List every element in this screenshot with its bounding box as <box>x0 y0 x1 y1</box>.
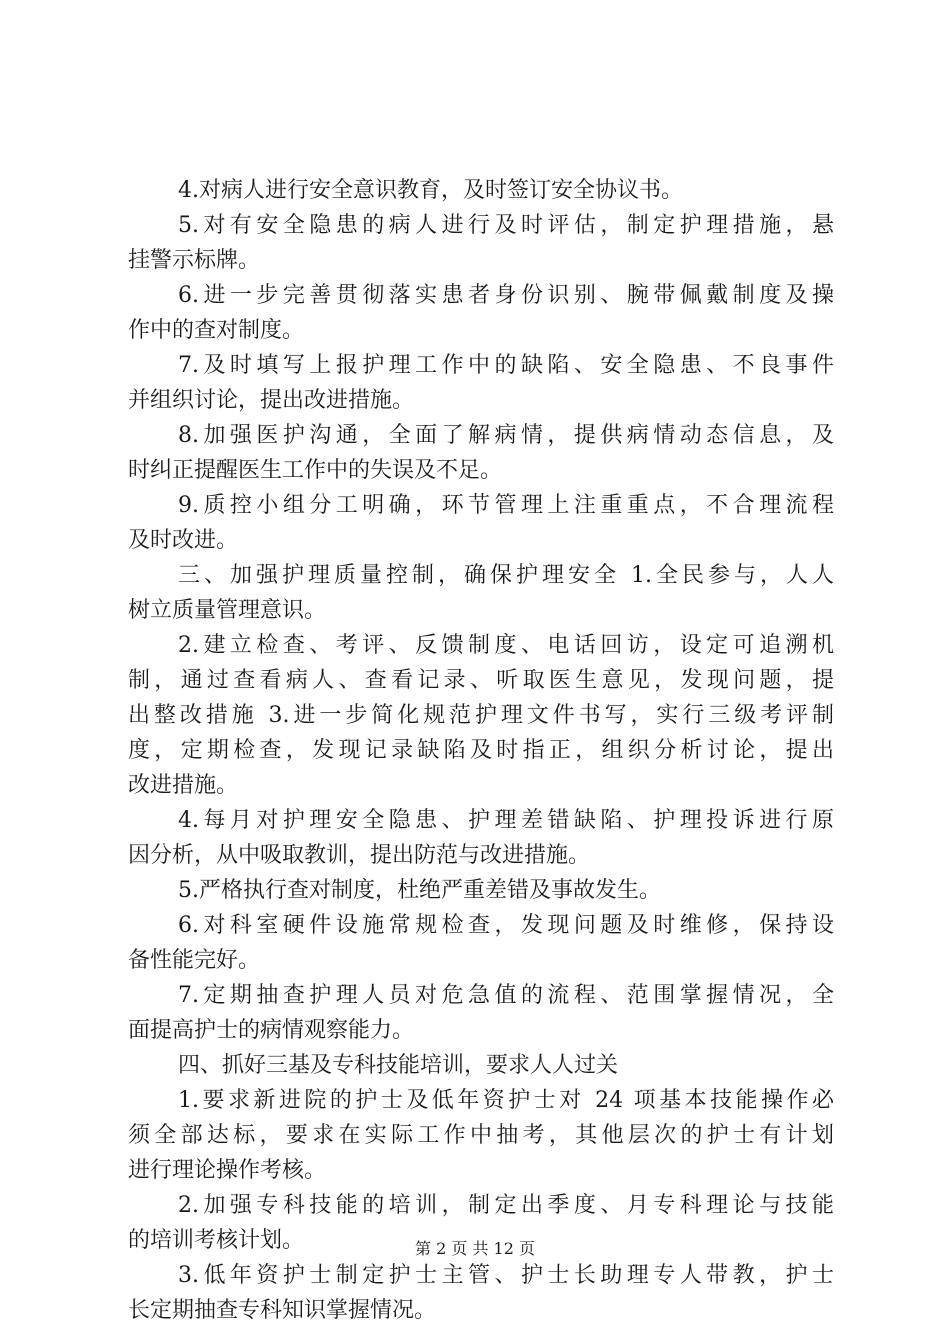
text-line: 5.严格执行查对制度，杜绝严重差错及事故发生。 <box>178 878 661 903</box>
text-line: 及时改进。 <box>128 528 239 553</box>
text-line: 时纠正提醒医生工作中的失误及不足。 <box>128 458 503 483</box>
text-line: 9.质控小组分工明确，环节管理上注重重点，不合理流程 <box>178 493 834 518</box>
text-line: 7.及时填写上报护理工作中的缺陷、安全隐患、不良事件 <box>178 353 834 378</box>
text-line: 长定期抽查专科知识掌握情况。 <box>128 1298 437 1323</box>
text-line: 6.进一步完善贯彻落实患者身份识别、腕带佩戴制度及操 <box>178 283 834 308</box>
text-line: 面提高护士的病情观察能力。 <box>128 1018 415 1043</box>
text-line: 1.要求新进院的护士及低年资护士对 24 项基本技能操作必 <box>178 1088 834 1113</box>
text-line: 因分析，从中吸取教训，提出防范与改进措施。 <box>128 843 591 868</box>
text-line: 出整改措施 3.进一步简化规范护理文件书写，实行三级考评制 <box>128 703 834 728</box>
page-footer: 第 2 页 共 12 页 <box>415 1239 535 1258</box>
text-line: 改进措施。 <box>128 773 239 798</box>
text-line: 度，定期检查，发现记录缺陷及时指正，组织分析讨论，提出 <box>128 738 834 763</box>
text-line: 2.加强专科技能的培训，制定出季度、月专科理论与技能 <box>178 1193 834 1218</box>
text-line: 4.每月对护理安全隐患、护理差错缺陷、护理投诉进行原 <box>178 808 834 833</box>
text-line: 四、抓好三基及专科技能培训，要求人人过关 <box>178 1053 619 1078</box>
text-line: 5.对有安全隐患的病人进行及时评估，制定护理措施，悬 <box>178 213 834 238</box>
text-line: 并组织讨论，提出改进措施。 <box>128 388 415 413</box>
text-line: 进行理论操作考核。 <box>128 1158 327 1183</box>
text-line: 三、加强护理质量控制，确保护理安全 1.全民参与，人人 <box>178 563 834 588</box>
text-line: 树立质量管理意识。 <box>128 598 327 623</box>
text-line: 作中的查对制度。 <box>128 318 305 343</box>
text-line: 须全部达标，要求在实际工作中抽考，其他层次的护士有计划 <box>128 1123 834 1148</box>
text-line: 6.对科室硬件设施常规检查，发现问题及时维修，保持设 <box>178 913 834 938</box>
text-line: 挂警示标牌。 <box>128 248 261 273</box>
document-body <box>128 173 834 1328</box>
text-line: 4.对病人进行安全意识教育，及时签订安全协议书。 <box>178 178 683 203</box>
text-line: 备性能完好。 <box>128 948 261 973</box>
text-line: 的培训考核计划。 <box>128 1228 305 1253</box>
text-line: 制，通过查看病人、查看记录、听取医生意见，发现问题，提 <box>128 668 834 693</box>
text-line: 8.加强医护沟通，全面了解病情，提供病情动态信息，及 <box>178 423 834 448</box>
text-line: 3.低年资护士制定护士主管、护士长助理专人带教，护士 <box>178 1263 834 1288</box>
text-line: 7.定期抽查护理人员对危急值的流程、范围掌握情况，全 <box>178 983 834 1008</box>
text-line: 2.建立检查、考评、反馈制度、电话回访，设定可追溯机 <box>178 633 834 658</box>
